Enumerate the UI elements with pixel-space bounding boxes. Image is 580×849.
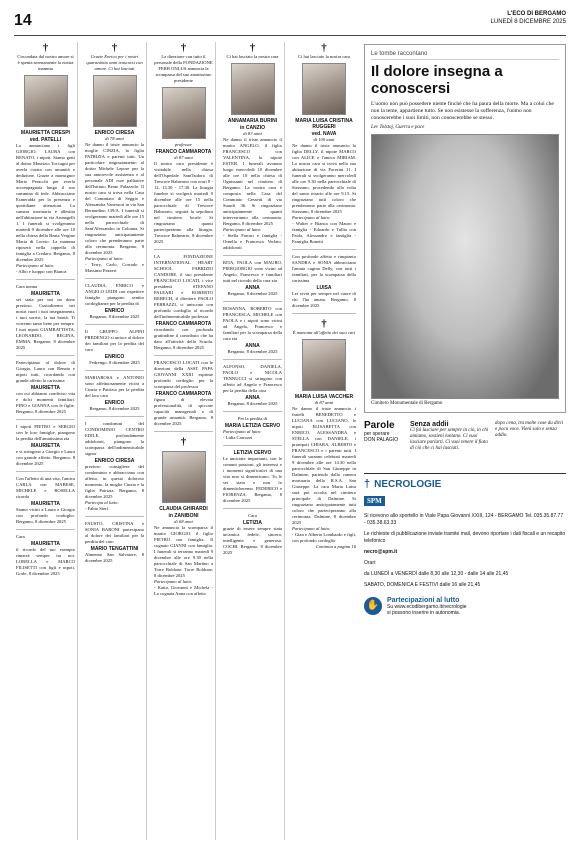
intro-text: La direzione con tutto il personale della FONDAZIONE FERB ONLUS annuncia la scomparsa del suo amatissimo presidente	[154, 54, 213, 83]
cross-icon: †	[111, 42, 118, 54]
deceased-age: di 68 anni	[174, 519, 193, 524]
cross-icon: †	[249, 42, 256, 54]
notice-name: MAURIETTA	[30, 501, 61, 507]
participants-list: - Fabio Sieri	[85, 506, 108, 511]
intro-text: Ci hai lasciato la nostra cara	[226, 54, 279, 59]
notice-body: Con profondo affetto e rimpianto SANDRA e SONIA abbracciano l'amata cugina Delly, con tutti i familiari, per la scomparsa della carissima	[292, 254, 356, 283]
column-2	[83, 42, 147, 840]
divider	[154, 249, 213, 250]
necrologie-title: NECROLOGIE	[374, 478, 442, 490]
deceased-title: professor	[174, 142, 193, 147]
divider	[292, 249, 356, 250]
notice-heading: Cara nonna	[16, 284, 38, 289]
notice-body: ricordando con profonda gratitudine il contributo che ha dato all'attività della Scuola. Bergamo, 8 dicembre 2025	[154, 327, 213, 350]
notice-body: Bergamo, 8 dicembre 2025	[227, 349, 278, 354]
feature-kicker: Le tombe raccontano	[371, 51, 559, 60]
participants-label: Partecipano al lutto:	[223, 227, 262, 232]
deceased-age: di 87 anni	[174, 155, 193, 160]
notice-body: Bergamo, 8 dicembre 2025	[227, 401, 278, 406]
divider	[223, 255, 282, 256]
notice-body: MARIAROSA e ANTONIO sono affettuosamente vicini a Cinzia e Patrizia per la perdita del loro caro	[85, 375, 144, 398]
notice-body: Il GRUPPO ALPINI PREDENGO si unisce al dolore dei familiari per la perdita del caro	[85, 329, 144, 352]
hours-weekday: da LUNEDÌ a VENERDÌ dalle 8,30 alle 12,30 - dalle 14 alle 21,45	[364, 571, 509, 577]
divider	[292, 313, 356, 314]
column-3	[152, 42, 216, 840]
divider	[16, 355, 75, 356]
parole-heading	[364, 421, 406, 465]
divider	[85, 278, 144, 279]
deceased-age: di 83 anni	[243, 131, 262, 136]
deceased-name: MARIA LUISA CRISTINA RUGGERI	[295, 118, 353, 130]
notice-body: Con l'affetto di una vita, l'amica CARLA con MABESE, MICHELE e ROSELLA ricorda	[16, 476, 75, 499]
divider	[85, 370, 144, 371]
notice-name: FRANCO CAMMAROTA	[155, 391, 212, 397]
deceased-photo	[231, 63, 275, 115]
divider	[16, 279, 75, 280]
column-4	[221, 42, 285, 840]
notice-body: Le amiciate importanti, con le comuni passioni, gli interessi e i momenti significativi di una vita non si dimenticano. Tu le sei stata e non lo dimenticheremo. FEDERICO e FIORENZA. Bergamo, 8 dicembre 2025	[223, 456, 282, 503]
notice-body: Ne danno il triste annuncio i fratelli BENEDETTO e LUCIANA con LUCIANO, le nipoti ELISABETTA con ENRICO, ALESSANDRA e STELLA con DANIELE, i pronipoti CHIARA, ALBERTO e FRANCESCO e i parenti tutti. I funerali saranno celebrati martedì 9 dicembre alle ore 14.30 nella parrocchiale di San Giuseppe in Dalmine, partendo dalla camera mortuaria della R.S.A. San Giuseppe. La cara Maria Luisa sarà poi accolta nel cimitero principale di Dalmine. Si ringraziano anticipatamente tutti coloro che parteciperanno alla cerimonia. Dalmine, 8 dicembre 2025	[292, 406, 356, 525]
deceased-photo	[24, 75, 68, 127]
poem-continuation: dopo cena, tra molte cose da dirci e poca voce. Vieni solo e senza addio.	[495, 421, 564, 438]
hours-label: Orari:	[364, 560, 377, 566]
cross-icon: †	[364, 478, 371, 490]
deceased-age: di 100 anni	[313, 137, 335, 142]
divider	[154, 431, 213, 432]
participants-list: - Gian e Alberto Lombardo e figli, con profondo cordoglio	[292, 532, 356, 543]
hours-weekend: SABATO, DOMENICA E FESTIVI dalle 16 alle 21,45	[364, 582, 481, 588]
statue-photo	[371, 134, 559, 399]
hand-icon: ✋	[364, 597, 382, 615]
divider	[85, 416, 144, 417]
necrologie-info	[364, 513, 566, 589]
notice-name: LETIZIA CERVO	[233, 450, 272, 456]
notice-body: il ricordo del tuo esempio rimarrà sempre tra noi. LORELLA e MARCO FILISETTI con figli e nipoti. Gorle, 8 dicembre 2025	[16, 547, 75, 576]
feature-title: Il dolore insegna a conoscersi	[371, 63, 503, 97]
notice-name: ANNA	[245, 343, 260, 349]
issue-date: LUNEDÌ 8 DICEMBRE 2025	[490, 19, 566, 25]
notice-name: ANNA	[245, 395, 260, 401]
divider	[223, 411, 282, 412]
parole-title: Parole	[364, 420, 395, 431]
participants-label: Partecipano al lutto:	[154, 579, 193, 584]
notice-name: ENRICO	[104, 400, 125, 406]
poem-text: Ci fai lasciare per sempre in ciò, in chi amiamo, sostieni lontano. Ci vuoi lasciare parlarti. Ci vuoi tenere il fiato di ciò che ci hai lasciati.	[410, 428, 489, 451]
participants-label: Partecipano al lutto:	[292, 215, 331, 220]
deceased-photo	[93, 75, 137, 127]
deceased-name: MARIA LUISA VACCHER	[294, 394, 354, 400]
poem-title: Senza addii	[410, 421, 449, 428]
notice-body: Bergamo, 8 dicembre 2025	[89, 406, 140, 411]
notice-name: ENRICO CIRESA	[94, 458, 135, 464]
parole-poem	[406, 421, 491, 465]
notice-body: Partecipiamo al dolore di Giorgio, Laura con Renato e nipoti tutti, ricordando con grande affetto la carissima	[16, 360, 75, 383]
notice-name: ANNA	[245, 285, 260, 291]
notice-body: ALFONSO, DANIELA, PAOLO e NICOLA TENNUCCI si stringono con affetto ad Angelo e Francesco per la perdita della cara	[223, 364, 282, 393]
divider	[223, 445, 282, 446]
participants-label: Partecipano al lutto:	[85, 256, 124, 261]
necrologie-header	[364, 478, 566, 490]
notice-body: grazie di essere sempre stata un'amica fedele, sincera, intelligente e generosa. COCHI. Bergamo, 8 dicembre 2025	[223, 526, 282, 555]
notice-body: CLAUDIA, ENRICO e ANGELO LEIDI con rispettive famiglie piangono sentito cordoglianze per la perdita di	[85, 283, 144, 306]
deceased-name-suffix: in ZANIBONI	[168, 513, 199, 519]
divider	[85, 324, 144, 325]
divider	[85, 516, 144, 517]
online-partecipazioni	[364, 597, 566, 616]
participants-label: Partecipano al lutto:	[16, 263, 55, 268]
parole-byline: DON PALAGIO	[364, 437, 399, 443]
notice-body: Ne annuncia la scomparsa il marito GIORGIO, il figlio PIETRO con famiglia. Il cognato GIANNI con famiglia. I funerali si terranno martedì 9 dicembre alle ore 9.30 nella parrocchiale di San Martino a Torre Boldone. Torre Boldone, 8 dicembre 2025	[154, 525, 213, 578]
notice-name: FRANCO CAMMAROTA	[155, 321, 212, 327]
page-header	[14, 10, 566, 36]
partec-title: Partecipazioni al lutto	[387, 597, 460, 604]
notice-name: LUISA	[316, 285, 332, 291]
divider	[16, 471, 75, 472]
participants-list: - Stella Farrari e famiglia - Ornella e Francesco Verlato, addolorati	[223, 233, 282, 250]
masthead	[491, 10, 566, 26]
notice-body: Ne danno il triste annuncio il marito ANGELO, il figlio FRANCESCO con VALENTINA, la nipote ESTER. I funerali avranno luogo mercoledì 10 dicembre alle ore 10 nella chiesa di Ognissanti nel cimitero di Bergamo. La nostra cara è composta nella Casa del Commiato Gessetti di via Suardi 36. Si ringraziano anticipatamente quanti interverranno alla cerimonia. Bergamo, 8 dicembre 2025	[223, 137, 282, 226]
notice-body: Il nostro caro presidente è visitabile nella chiesa dell'Ospedale Sant'Isidoro di Trescore Balneario con orari 8 - 12, 13.30 - 17.30. La liturgia funebre si svolgerà martedì 9 dicembre alle ore 15 nella parrocchiale di Trescore Balneario, seguirà la sepoltura nel cimitero locale. Si ringraziano quanti parteciperanno alla liturgia. Trescore Balneario, 8 dicembre 2025	[154, 161, 213, 244]
deceased-photo	[162, 87, 206, 139]
notice-body: Lo annunciano i figli GIORGIO, LAURA con RENATO, i nipoti. Siamo grati al dottor Maurizio Toccagni per averla curata con umanità e dedizione. Grazie a monsignor Mario Peracchi per everla accompagnata lungo il suo cammino di fede. Abbracciano Esmeralda per la presenza e quotidiane attenzioni. La camera mortuaria è allestita nell'abitazione in via Arunagelli 1. I funerali si svolgeranno martedì 9 dicembre alle ore 10 nella chiesa della Beata Vergine Maria di Loreto. La mamma riposerà nella cappella di famiglia a Credaro. Bergamo, 8 dicembre 2025	[16, 143, 75, 262]
spm-logo: SPM	[364, 496, 385, 506]
quote-author: Lev Tolstoj, Guerra e pace	[371, 125, 425, 130]
deceased-name-suffix: ved. NAVA	[311, 131, 337, 137]
page-number: 14	[14, 12, 32, 29]
notice-body: ROSANNA, ROBERTO con FRANCESCA, MICHELE con PAOLA e i nipoti sono vicini ad Angelo, Francesco e familiari per la scomparsa della cara zia	[223, 306, 282, 341]
intro-text: Circondata dal nostro amore si è spenta serenamente la nostra mamma	[17, 54, 74, 71]
notice-body: Lei vivrà per sempre nel cuore di chi l'ha amata. Bergamo, 8 dicembre 2025	[292, 291, 356, 308]
deceased-photo	[302, 63, 346, 115]
notice-heading: Cara	[248, 513, 257, 518]
deceased-name: ANNAMARIA BURINI	[227, 118, 278, 124]
parole-subtitle: per sperare	[364, 431, 390, 437]
notice-body: Per la perdita di	[237, 416, 268, 421]
deceased-name: MAURIETTA CRESPI	[21, 130, 70, 136]
divider	[16, 419, 75, 420]
notice-body: Bergamo, 8 dicembre 2025	[89, 314, 140, 319]
cross-icon: †	[180, 42, 187, 54]
notice-body: Fedrengo, 8 dicembre 2025	[89, 360, 140, 365]
obituary-columns	[14, 42, 359, 842]
participants-list: - Lidia Carrozzi	[223, 435, 253, 440]
participants-label: Partecipa al lutto:	[85, 500, 119, 505]
notice-body: I nipoti PIETRO e SERGIO con le loro famiglie, piangono la perdita dell'amatissima zia	[16, 424, 75, 441]
notice-name: MARIO TENGATTINI	[90, 546, 139, 552]
notice-name: MAURIETTA	[30, 291, 61, 297]
notice-body: FAUSTO, CRISTINA e SONIA BARONI partecipano al dolore dei familiari per la perdita del caro	[85, 521, 144, 544]
notice-body: LA FONDAZIONE INTERNATIONAL HEART SCHOOL FABRIZIO CANDORE, il suo presidente FRANCESCO LOCATI, i vice presidenti STEFANO PALEARI e ROBERTO REBECH, il direttore PAOLO FERRAZZI, ci uniscono con profondo cordoglio al ricordo dell'indimenticabile professor	[154, 254, 213, 319]
column-5	[290, 42, 358, 840]
intro-text: Grazie Enrico per i nostri quarantotto anni trascorsi con amore. Ci hai lasciati	[86, 54, 143, 71]
notice-body: RITA, PAOLA con MAURO, PIERGIORGIO sono vicini ad Angelo, Francesco e familiari tutti nel ricordo della cara zia	[223, 260, 282, 283]
continue-link[interactable]: Continua a pagina 16	[315, 544, 356, 549]
photo-caption: Cimitero Monumentale di Bergamo	[371, 401, 443, 406]
participants-list: - Albo e luoppo con Bianca	[16, 269, 67, 274]
contact-email[interactable]: necro@spm.it	[364, 549, 398, 555]
paper-name: L'ECO DI BERGAMO	[507, 11, 566, 17]
feature-box	[364, 44, 566, 413]
deceased-name-suffix: ved. PATELLI	[29, 137, 62, 143]
notice-name: ENRICO	[104, 308, 125, 314]
submission-info: Le richieste di pubblicazione inviate tramite mail, devono riportare i dati fiscali e un recapito telefonico	[364, 531, 566, 544]
notice-name: MAURIETTA	[30, 385, 61, 391]
deceased-age: di 87 anni	[314, 400, 334, 405]
intro-text: Ci hai lasciato la nostra cara	[298, 54, 350, 59]
deceased-name: FRANCO CAMMAROTA	[155, 149, 212, 155]
cross-icon: †	[180, 436, 187, 448]
cross-icon: †	[321, 42, 327, 54]
column-1	[14, 42, 78, 840]
notice-body: Ne danno il triste annuncio la figlia DELLY, il nipote MARCO con ALICE e l'amica MIRIAM. La nostra cara si trova nella sua abitazione di via Pacerini 11. I funerali si svolgeranno mercoledì alle ore 9.30 nella parrocchiale di Stezzano, procedendo alla volta del santo rosario alle ore 9.15. Si ringraziano tutti coloro che prenderanno parte alla cerimonia. Stezzano, 8 dicembre 2025	[292, 143, 356, 214]
divider	[223, 508, 282, 509]
divider	[223, 301, 282, 302]
deceased-age: di 78 anni	[105, 136, 124, 141]
parole-box	[364, 421, 566, 465]
notice-name: MAURIETTA	[30, 443, 61, 449]
notice-body: FRANCESCO LOCATI con le direzioni della ASST PAPA GIOVANNI XXIII esprime profondo cordoglio per la scomparsa del professor	[154, 360, 213, 389]
participants-label: Partecipano al lutto:	[292, 526, 331, 531]
divider	[223, 359, 282, 360]
deceased-photo	[302, 339, 346, 391]
notice-name: MARIA LETIZIA CERVO	[224, 423, 281, 429]
deceased-photo	[162, 451, 206, 503]
participants-label: Partecipano al lutto:	[223, 429, 262, 434]
feature-quote: L'uomo non può possedere niente finché che ha paura della morte. Ma a colui che non la teme, appartiene tutto. Se non esistesse la sofferenza, l'uomo non conoscerebbe i suoi limiti, non conoscerebbe se stesso.	[371, 101, 554, 121]
deceased-name-suffix: in CANZIO	[240, 125, 265, 131]
partec-subtitle: si possono inserire in autonomia.	[387, 610, 461, 616]
notice-body: sei stata per noi un dono prezioso. Custodiremo nei nostri cuori i tuoi insegnamenti, i tuoi sorrisi, la tua bontà. Ti vorremo tanto bene per sempre. I tuoi nipoti GIAMBATTISTA, LEONARDO, REGINA, EMMA. Bergamo, 8 dicembre 2025	[16, 297, 75, 350]
notice-heading: Cara	[16, 534, 25, 539]
participants-list: - Terry, Carlo, Corrado e Massimo Pazzeri	[85, 262, 144, 273]
deceased-name: CLAUDIA GHIRARDI	[159, 506, 208, 512]
notice-body: Almenno San Salvatore, 8 dicembre 2025	[85, 552, 144, 563]
divider	[154, 355, 213, 356]
partec-url[interactable]: Su www.ecodibergamo.it/necrologie	[387, 604, 467, 610]
participants-list: - Walter e Bianca con Mauro e famiglia - Edoardo e Tullia con Paola, Alessandro e famiglia - Famiglia Bonetti	[292, 221, 356, 244]
notice-body: I condomini del CONDOMINIO CENTRO EDILE, profondamente addolorati, piangono la scomparsa dell'indimenticabile signor	[85, 421, 144, 456]
notice-body: con cui abbiamo condiviso vita e dolci momenti familiari. PINO e GIANNA con le figlie. Bergamo, 8 dicembre 2025	[16, 391, 75, 414]
right-sidebar	[364, 44, 566, 844]
cross-icon: †	[321, 318, 327, 330]
notice-name: ENRICO	[104, 354, 125, 360]
cross-icon: †	[42, 42, 49, 54]
intro-text: È mancata all'affetto dei suoi cari	[292, 330, 356, 335]
participants-list: - Katia, Giovanni e Michela - La cognata Anna con affetto	[154, 585, 213, 596]
office-address: Si ricevono allo sportello in Viale Papa Giovanni XXIII, 124 - BERGAMO Tel. 035.35.87.77 - 035.38.63.33	[364, 513, 564, 526]
notice-body: figura di elevata professionalità, di spiccate capacità manageriali e di grande umanità. Bergamo, 8 dicembre 2025	[154, 397, 213, 426]
deceased-name: ENRICO CIRESA	[94, 130, 135, 136]
notice-body: e si stringono a Giorgio e Laura con grande affetto. Bergamo, 8 dicembre 2025	[16, 449, 75, 466]
notice-body: Bergamo, 8 dicembre 2025	[227, 291, 278, 296]
notice-body: Ne danno il triste annuncio la moglie CINZIA, la figlia PATRIZIA e parenti tutti. Un particolare ringraziamento al dottor Michele Lepore per la sua amorevole assistenza e al personale ADI cure palliative dell'Istituto Beato Palazzolo. Il nostro caro si trova nella Casa del Commiato di Seggio e Alessandra Vanessori in via San Bernardino 139/A. I funerali si svolgeranno martedì alle ore 15 nella parrocchiale di Sant'Alessandro in Colonna. Si ringraziano anticipatamente coloro che prenderanno parte alla cerimonia. Bergamo, 8 dicembre 2025	[85, 142, 144, 255]
necrologie-box	[364, 473, 566, 616]
notice-body: Siamo vicini a Laura e Giorgio con profondo cordoglio. Bergamo, 8 dicembre 2025	[16, 507, 75, 524]
notice-name: MAURIETTA	[30, 541, 61, 547]
notice-name: LETIZIA	[243, 520, 262, 526]
divider	[16, 529, 75, 530]
notice-body: prezioso consigliere del condominio e abbracciano con affetto, in questo doloroso momento, la moglie Cinzia e la figlia Patrizia. Bergamo, 8 dicembre 2025	[85, 464, 144, 499]
